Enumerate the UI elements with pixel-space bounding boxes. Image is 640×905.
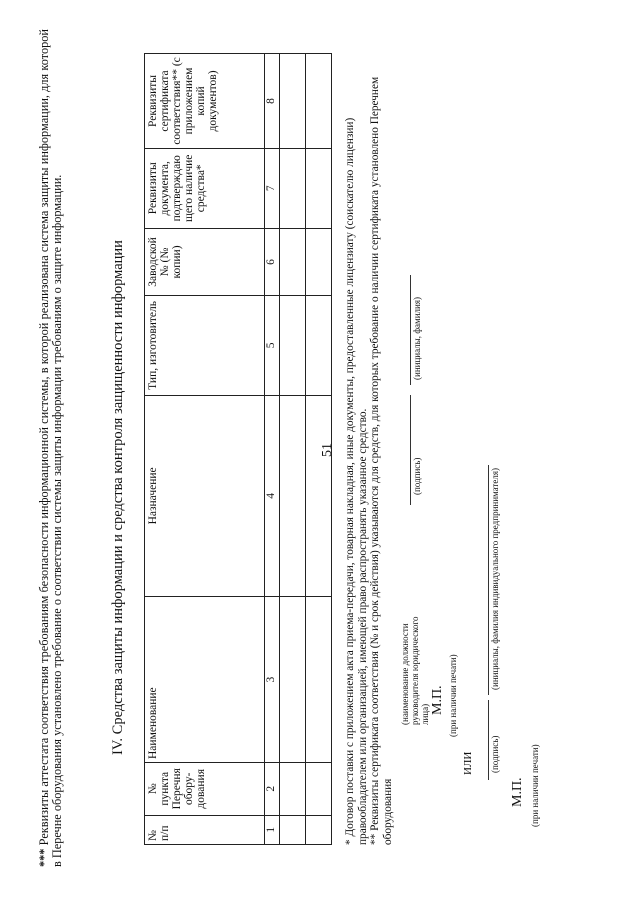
- initials-line: [410, 275, 411, 385]
- equipment-table: [144, 53, 332, 845]
- column-number: 1: [265, 815, 280, 844]
- section-title: IV. Средства защиты информации и средства контроля защищенности информации: [110, 240, 126, 755]
- stamp-mark: М.П.: [430, 685, 445, 715]
- table-cell: [280, 763, 306, 816]
- table-cell: [280, 296, 306, 395]
- intro-paragraph: [38, 29, 64, 867]
- table-cell: [306, 597, 332, 763]
- signature-label: (подпись): [412, 457, 422, 495]
- table-cell: [306, 54, 332, 149]
- header-purpose: Назначение: [145, 395, 265, 597]
- table-row: [280, 54, 306, 845]
- table-cell: [280, 148, 306, 228]
- table-cell: [280, 395, 306, 597]
- initials-label: (инициалы, фамилия): [412, 297, 422, 380]
- column-numbers-row: [265, 54, 280, 845]
- footnote-1: * Договор поставки с приложением акта приема-передачи, товарная накладная, иные документы, предоставленные лицензиату (соискателю лицензии) правообладателем или организацией, имеющей право распространять указанное средство.: [344, 117, 369, 845]
- table-cell: [280, 597, 306, 763]
- column-number: 7: [265, 148, 280, 228]
- header-document-details: Реквизиты документа, подтверждаю щего наличие средства*: [145, 148, 265, 228]
- footnote-marker: ***: [37, 848, 51, 867]
- header-certificate-details: Реквизиты сертификата соответствия** (с приложением копий документов): [145, 54, 265, 149]
- table-cell: [306, 815, 332, 844]
- stamp-note: (при наличии печати): [448, 654, 458, 737]
- stamp-note-2: (при наличии печати): [530, 744, 540, 827]
- column-number: 5: [265, 296, 280, 395]
- intro-text: Реквизиты аттестата соответствия требованиям безопасности информационной системы, в которой реализована система защиты информации, для которой в Перечне оборудования установлено требование о соответствии системы защиты информации требованиям о защите информации.: [37, 29, 64, 867]
- footnote-2: ** Реквизиты сертификата соответствия (№ и срок действия) указываются для средств, для которых требование о наличии сертификата установлено Перечнем оборудования: [369, 76, 394, 845]
- table-cell: [280, 228, 306, 296]
- footnotes: [344, 35, 394, 845]
- signature-label-2: (подпись): [490, 735, 500, 773]
- header-type-manufacturer: Тип, изготовитель: [145, 296, 265, 395]
- header-list-item: № пункта Перечня обору-дования: [145, 763, 265, 816]
- entrepreneur-line: [488, 465, 489, 695]
- column-number: 6: [265, 228, 280, 296]
- table-cell: [306, 763, 332, 816]
- table-cell: [280, 815, 306, 844]
- table-cell: [306, 148, 332, 228]
- stamp-mark-2: М.П.: [510, 777, 525, 807]
- position-label: (наименование должности руководителя юридического лица): [400, 616, 430, 725]
- column-number: 2: [265, 763, 280, 816]
- header-name: Наименование: [145, 597, 265, 763]
- column-number: 4: [265, 395, 280, 597]
- table-cell: [280, 54, 306, 149]
- signature-line-2: [488, 700, 489, 780]
- signature-line: [410, 395, 411, 505]
- table-cell: [306, 228, 332, 296]
- table-cell: [306, 395, 332, 597]
- header-serial-number: Заводской № (№ копии): [145, 228, 265, 296]
- header-number: № п/п: [145, 815, 265, 844]
- column-number: 8: [265, 54, 280, 149]
- or-label: ИЛИ: [462, 751, 474, 775]
- table-row: [306, 54, 332, 845]
- entrepreneur-label: (инициалы, фамилия индивидуального предпринимателя): [490, 468, 500, 690]
- table-header-row: [145, 54, 265, 845]
- column-number: 3: [265, 597, 280, 763]
- page-number: 51: [320, 443, 335, 457]
- table-cell: [306, 296, 332, 395]
